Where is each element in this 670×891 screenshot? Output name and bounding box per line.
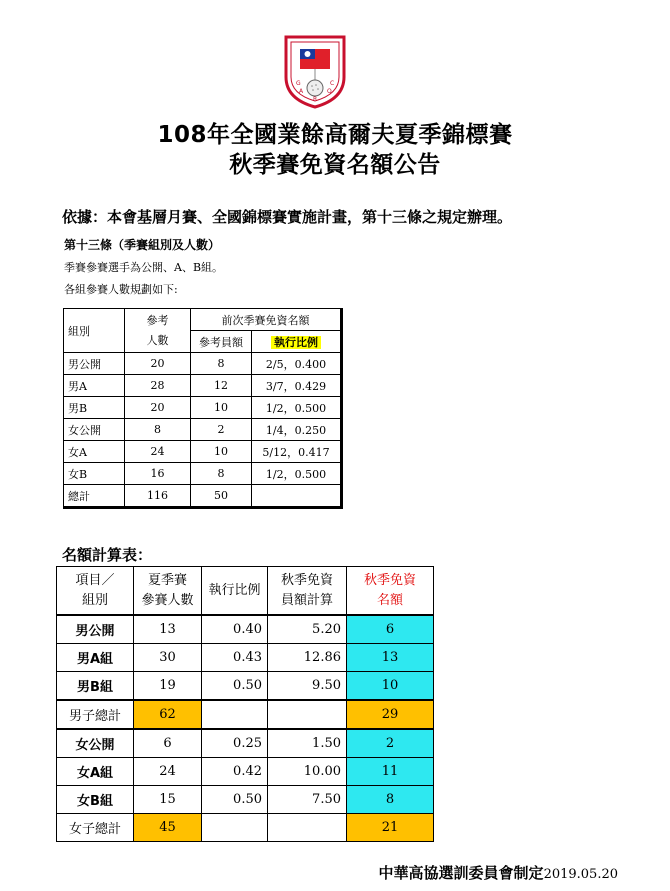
cell-ratio: 0.25 xyxy=(202,729,268,758)
header-ref-count-label: 參考人數 xyxy=(146,313,169,347)
cell-group: 男A組 xyxy=(57,644,134,672)
cell-ratio: 0.43 xyxy=(202,644,268,672)
header-summer xyxy=(134,567,202,616)
cell-count: 20 xyxy=(125,397,191,419)
footer-org: 中華高協選訓委員會制定 xyxy=(378,864,544,882)
cell-quota: 8 xyxy=(347,786,434,814)
header-quota-l1: 秋季免資 xyxy=(363,572,416,588)
table-row xyxy=(64,441,342,463)
cell-ratio xyxy=(202,700,268,729)
page-subtitle: 秋季賽免資名額公告 xyxy=(229,152,441,178)
header-ratio xyxy=(252,331,342,353)
header-quota-l2: 名額 xyxy=(376,592,403,608)
table-header-row xyxy=(64,309,342,331)
cell-count: 20 xyxy=(125,353,191,375)
table-row xyxy=(64,375,342,397)
cell-group: 女子總計 xyxy=(57,814,134,842)
cell-quota: 10 xyxy=(191,397,252,419)
header-calc-l1: 秋季免資 xyxy=(280,572,333,588)
cell-count: 15 xyxy=(134,786,202,814)
article-line: 各組參賽人數規劃如下: xyxy=(64,283,178,296)
header-ref-quota: 參考員額 xyxy=(191,331,252,353)
cell-calc: 7.50 xyxy=(268,786,347,814)
cell-calc: 1.50 xyxy=(268,729,347,758)
header-summer-l2: 參賽人數 xyxy=(141,592,194,608)
cell-quota: 13 xyxy=(347,644,434,672)
cell-ratio: 5/12，0.417 xyxy=(252,441,342,463)
table-row xyxy=(64,463,342,485)
table-row xyxy=(57,758,434,786)
cell-count: 16 xyxy=(125,463,191,485)
cell-calc: 9.50 xyxy=(268,672,347,701)
footer-signature xyxy=(379,862,618,883)
cell-calc: 5.20 xyxy=(268,615,347,644)
cell-count: 45 xyxy=(134,814,202,842)
cell-ratio: 0.50 xyxy=(202,672,268,701)
cell-ratio: 1/4，0.250 xyxy=(252,419,342,441)
table-row xyxy=(57,644,434,672)
cell-ratio: 0.42 xyxy=(202,758,268,786)
cell-group: 總計 xyxy=(64,485,125,508)
cell-ratio: 1/2，0.500 xyxy=(252,397,342,419)
page-title: 108年全國業餘高爾夫夏季錦標賽 xyxy=(157,122,513,148)
cell-ratio xyxy=(202,814,268,842)
cell-calc xyxy=(268,700,347,729)
cell-count: 28 xyxy=(125,375,191,397)
article-line: 季賽參賽選手為公開、A、B組。 xyxy=(64,261,224,274)
cell-ratio: 1/2，0.500 xyxy=(252,463,342,485)
cell-group: 女公開 xyxy=(57,729,134,758)
cell-count: 19 xyxy=(134,672,202,701)
total-row xyxy=(57,814,434,842)
header-calc xyxy=(268,567,347,616)
header-ratio: 執行比例 xyxy=(202,567,268,616)
cell-group: 女A組 xyxy=(57,758,134,786)
cell-quota: 50 xyxy=(191,485,252,508)
table-row xyxy=(64,353,342,375)
table-row xyxy=(64,485,342,508)
table-row xyxy=(57,615,434,644)
association-logo xyxy=(282,33,348,109)
basis-statement: 依據：本會基層月賽、全國錦標賽實施計畫，第十三條之規定辦理。 xyxy=(62,208,513,226)
cell-quota: 11 xyxy=(347,758,434,786)
article-title: 第十三條（季賽組別及人數） xyxy=(64,238,221,252)
svg-text:A: A xyxy=(299,88,304,95)
svg-text:G: G xyxy=(296,80,301,87)
cell-calc xyxy=(268,814,347,842)
cell-ratio: 0.50 xyxy=(202,786,268,814)
cell-group: 男B xyxy=(64,397,125,419)
header-calc-l2: 員額計算 xyxy=(280,592,333,608)
cell-quota: 10 xyxy=(191,441,252,463)
cell-group: 女公開 xyxy=(64,419,125,441)
cell-calc: 12.86 xyxy=(268,644,347,672)
svg-text:O: O xyxy=(327,88,332,95)
cell-ratio: 2/5，0.400 xyxy=(252,353,342,375)
cell-group: 女B xyxy=(64,463,125,485)
footer-date: 2019.05.20 xyxy=(543,867,618,882)
svg-text:R: R xyxy=(313,96,318,103)
table-row xyxy=(64,397,342,419)
cell-quota: 8 xyxy=(191,353,252,375)
cell-count: 24 xyxy=(125,441,191,463)
cell-quota: 2 xyxy=(191,419,252,441)
header-summer-l1: 夏季賽 xyxy=(147,572,187,588)
cell-group: 男公開 xyxy=(57,615,134,644)
table-row xyxy=(57,786,434,814)
cell-count: 13 xyxy=(134,615,202,644)
header-quota xyxy=(347,567,434,616)
cell-quota: 29 xyxy=(347,700,434,729)
cell-ratio: 0.40 xyxy=(202,615,268,644)
cell-count: 30 xyxy=(134,644,202,672)
header-item-l1: 項目／ xyxy=(75,572,115,588)
cell-group: 男A xyxy=(64,375,125,397)
header-group: 組別 xyxy=(64,309,125,353)
cell-quota: 6 xyxy=(347,615,434,644)
cell-quota: 2 xyxy=(347,729,434,758)
logo-emblem-icon xyxy=(282,33,348,109)
total-row xyxy=(57,700,434,729)
cell-calc: 10.00 xyxy=(268,758,347,786)
cell-quota: 8 xyxy=(191,463,252,485)
cell-group: 女A xyxy=(64,441,125,463)
cell-count: 62 xyxy=(134,700,202,729)
cell-quota: 21 xyxy=(347,814,434,842)
cell-group: 男子總計 xyxy=(57,700,134,729)
header-item-l2: 組別 xyxy=(81,592,108,608)
cell-count: 6 xyxy=(134,729,202,758)
table-header-row xyxy=(57,567,434,616)
participant-plan-table xyxy=(63,308,343,509)
header-ratio-label: 執行比例 xyxy=(271,336,321,349)
cell-ratio: 3/7，0.429 xyxy=(252,375,342,397)
cell-group: 男公開 xyxy=(64,353,125,375)
cell-ratio xyxy=(252,485,342,508)
cell-count: 24 xyxy=(134,758,202,786)
table-row xyxy=(64,419,342,441)
cell-group: 女B組 xyxy=(57,786,134,814)
calc-table-title: 名額計算表： xyxy=(62,546,153,564)
cell-count: 116 xyxy=(125,485,191,508)
header-item xyxy=(57,567,134,616)
cell-quota: 10 xyxy=(347,672,434,701)
header-prev-exempt: 前次季賽免資名額 xyxy=(191,309,342,331)
table-row xyxy=(57,672,434,701)
quota-calc-table xyxy=(56,566,434,842)
header-ref-count xyxy=(125,309,191,353)
table-row xyxy=(57,729,434,758)
svg-text:C: C xyxy=(330,80,335,87)
cell-count: 8 xyxy=(125,419,191,441)
cell-quota: 12 xyxy=(191,375,252,397)
cell-group: 男B組 xyxy=(57,672,134,701)
